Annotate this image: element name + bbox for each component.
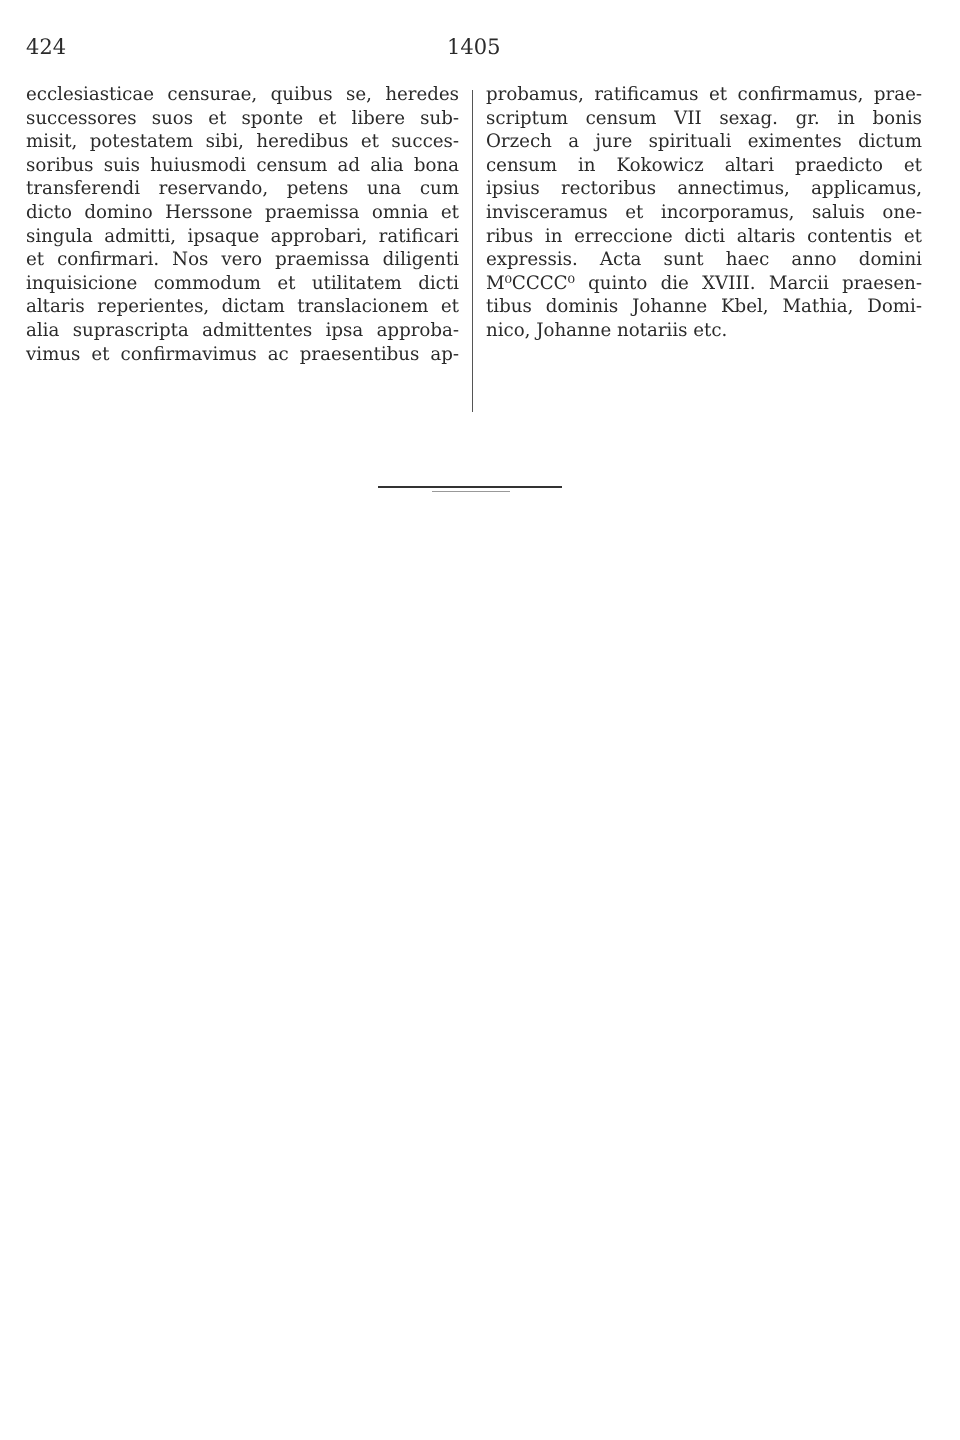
text-line: invisceramus et incorporamus, saluis one- — [486, 201, 922, 223]
text-line: successores suos et sponte et libere sub- — [26, 107, 459, 129]
text-line: vimus et confirmavimus ac praesentibus ap- — [26, 343, 459, 365]
text-line: ecclesiasticae censurae, quibus se, heredes — [26, 84, 459, 105]
text-line: Orzech a jure spirituali eximentes dictum — [486, 131, 922, 153]
text-line: altaris reperientes, dictam translacionem et — [26, 296, 459, 318]
text-line: dicto domino Herssone praemissa omnia et — [26, 201, 459, 223]
text-line: singula admitti, ipsaque approbari, ratificari — [26, 225, 459, 247]
text-line: ipsius rectoribus annectimus, applicamus, — [486, 178, 922, 200]
text-line: censum in Kokowicz altari praedicto et — [486, 154, 922, 176]
text-line: nico, Johanne notariis etc. — [486, 319, 728, 341]
text-line: probamus, ratificamus et confirmamus, prae- — [486, 84, 922, 105]
column-divider — [472, 90, 473, 412]
section-end-rule — [378, 486, 562, 488]
text-line: ribus in erreccione dicti altaris contentis et — [486, 225, 922, 247]
text-line: soribus suis huiusmodi censum ad alia bona — [26, 154, 459, 176]
text-line: M⁰CCCC⁰ quinto die XVIII. Marcii praesen- — [486, 272, 922, 294]
text-line: scriptum censum VII sexag. gr. in bonis — [486, 107, 922, 129]
text-line: et confirmari. Nos vero praemissa diligenti — [26, 249, 459, 271]
text-line: expressis. Acta sunt haec anno domini — [486, 249, 922, 271]
right-column — [486, 83, 922, 343]
text-line: alia suprascripta admittentes ipsa approba- — [26, 319, 459, 341]
section-end-rule-secondary — [432, 491, 510, 492]
text-line: tibus dominis Johanne Kbel, Mathia, Domi- — [486, 296, 922, 318]
text-line: misit, potestatem sibi, heredibus et succes- — [26, 131, 459, 153]
text-line: inquisicione commodum et utilitatem dicti — [26, 272, 459, 294]
running-head-year: 1405 — [447, 35, 501, 59]
text-line: transferendi reservando, petens una cum — [26, 178, 459, 200]
page-number: 424 — [26, 35, 67, 59]
left-column — [26, 83, 459, 366]
